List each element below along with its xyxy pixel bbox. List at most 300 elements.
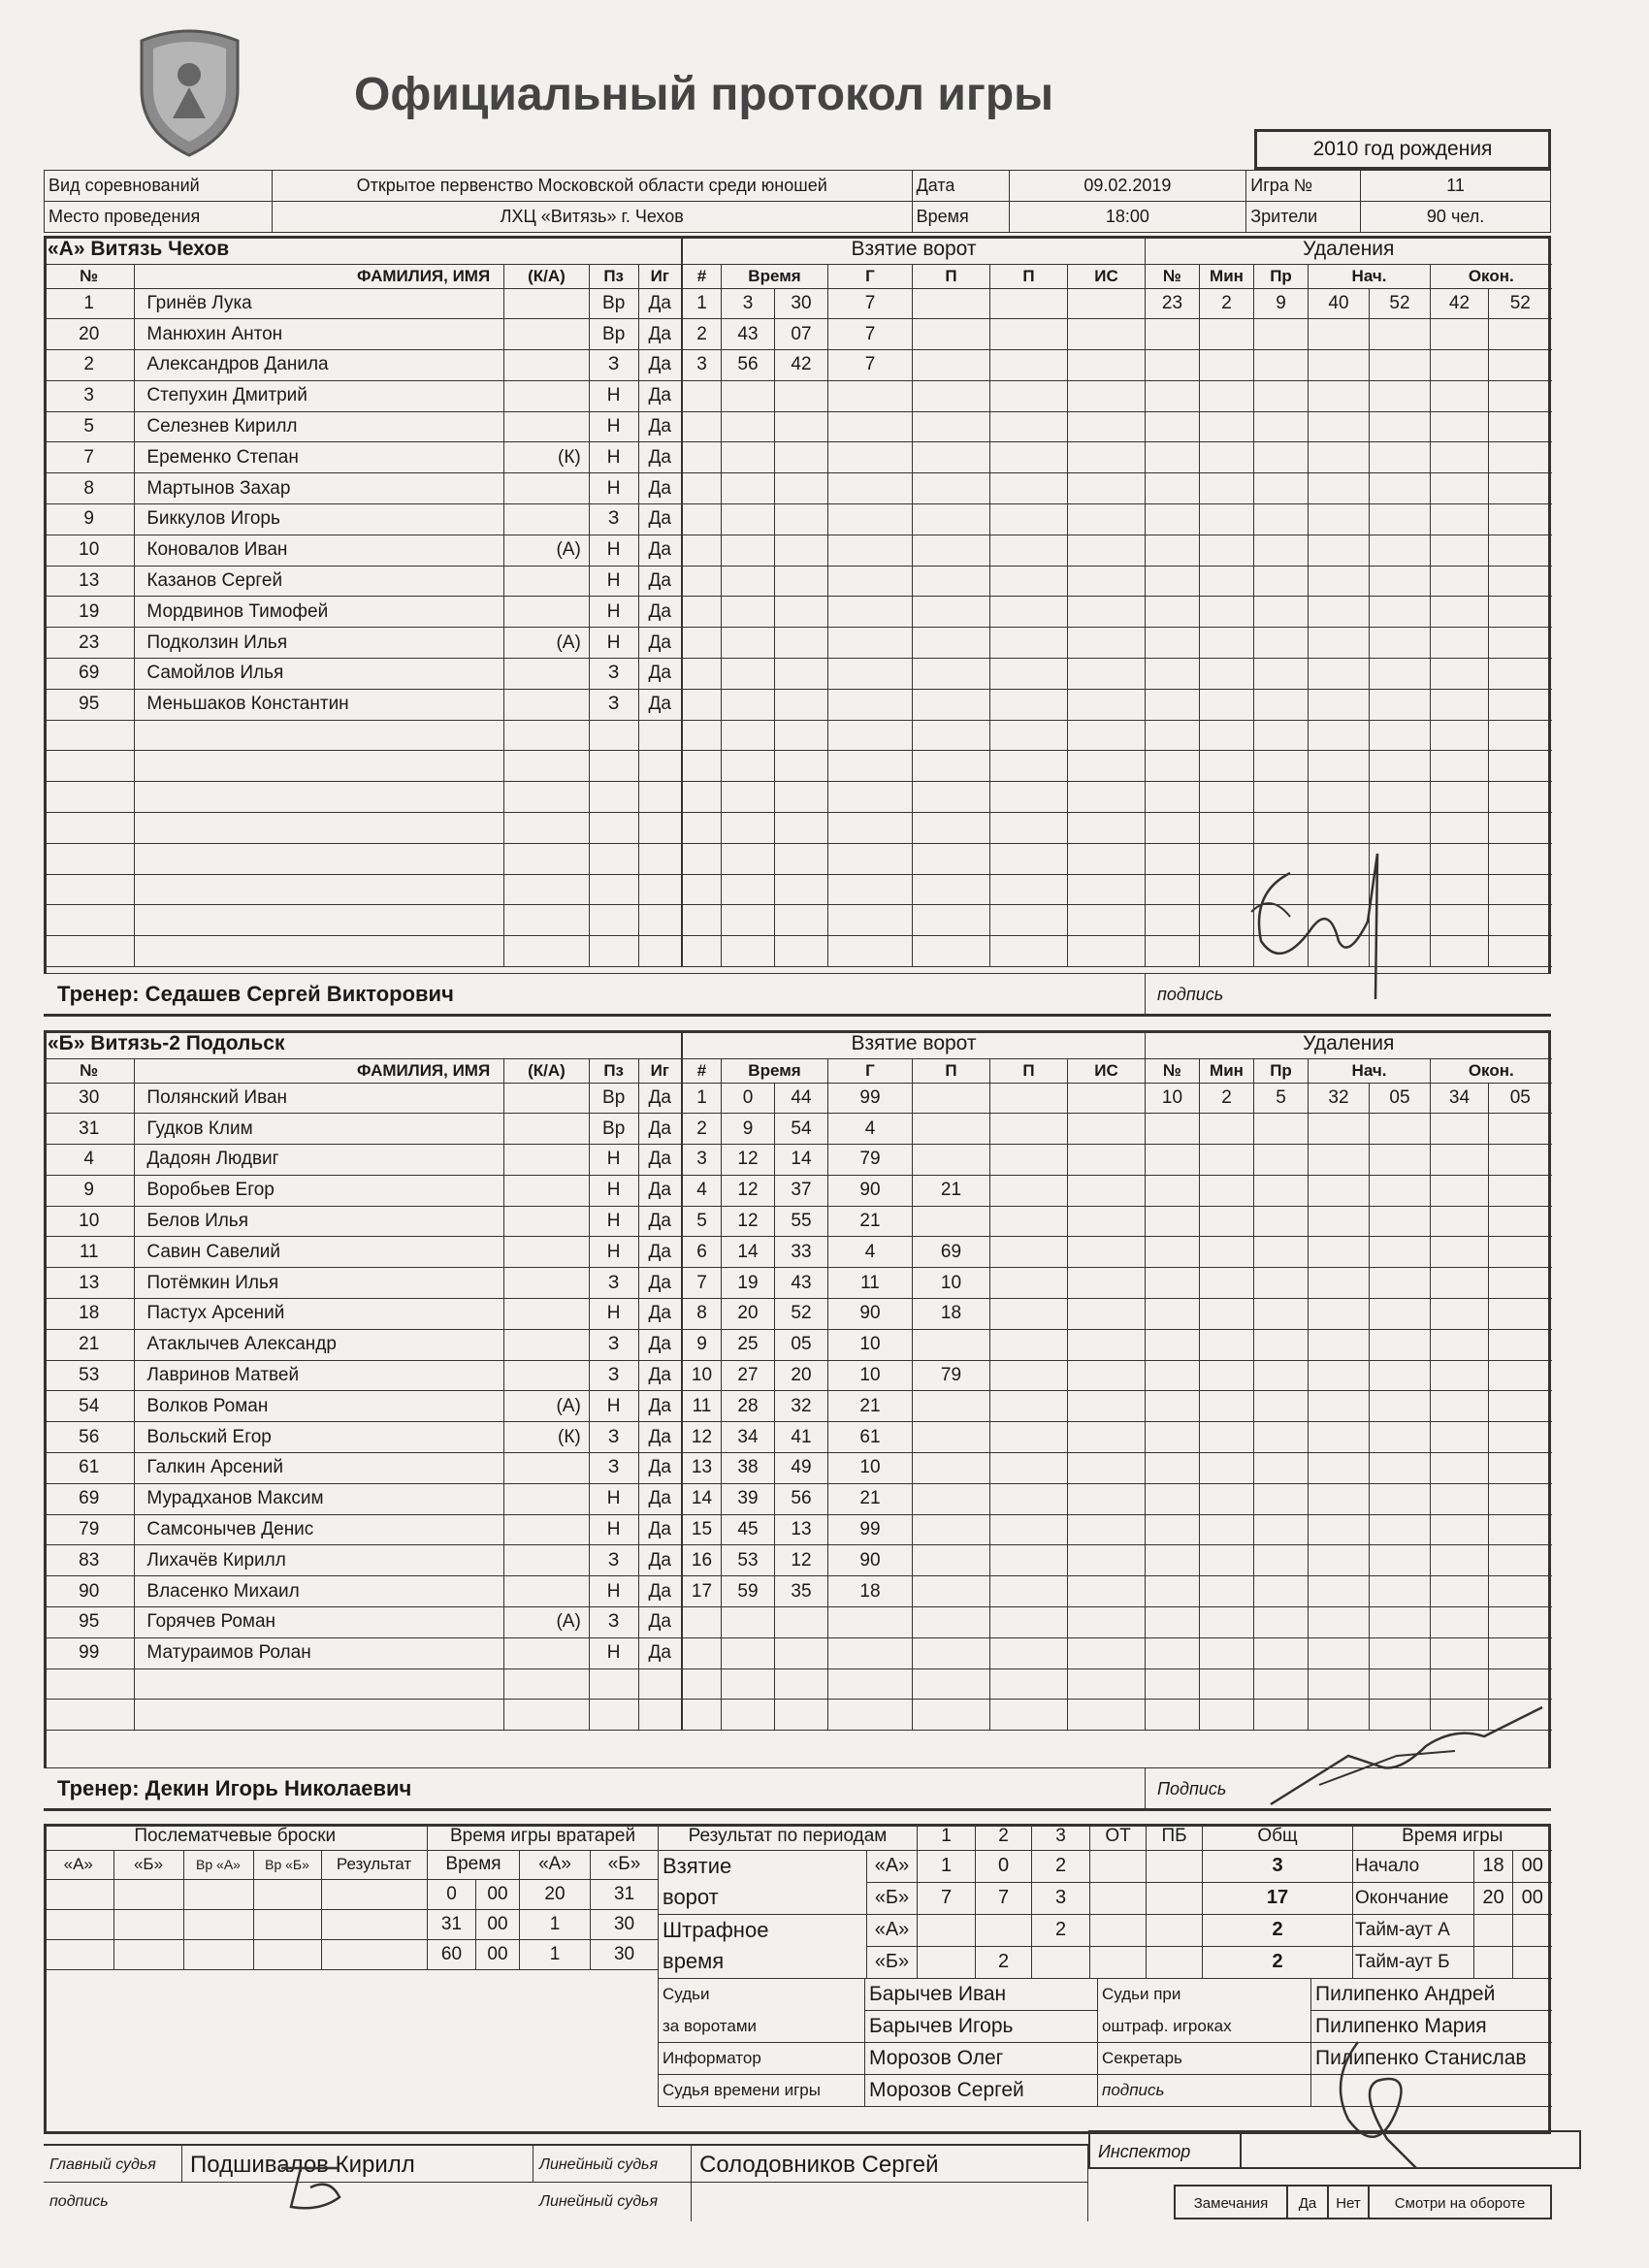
main-judge-name: Подшивалов Кирилл: [181, 2144, 534, 2183]
team-b-goal-scorer: 10: [828, 1329, 913, 1360]
team-a-goal-assist-1: [913, 782, 990, 813]
team-b-goal-number: 5: [683, 1206, 722, 1237]
team-a-player-number: 19: [44, 597, 135, 628]
team-a-penalty-minutes: [1200, 751, 1254, 782]
team-a-penalty-player: [1146, 504, 1200, 535]
team-b-penalty-player: [1146, 1607, 1200, 1638]
team-b-goal-situation: [1068, 1237, 1146, 1268]
team-b-goal-assist-1: [913, 1483, 990, 1514]
team-a-player-name: Биккулов Игорь: [135, 504, 504, 535]
team-b-penalty-end-min: [1431, 1453, 1489, 1484]
team-b-player-number: 21: [44, 1329, 135, 1360]
shootout-col-4: Результат: [321, 1850, 427, 1879]
team-a-goal-row: [683, 751, 1146, 782]
team-b-goal-scorer: 21: [828, 1206, 913, 1237]
team-b-player-role: [504, 1145, 590, 1176]
team-a-goal-scorer: [828, 689, 913, 720]
team-a-player-position: Н: [589, 411, 638, 442]
team-a-penalty-minutes: 2: [1200, 288, 1254, 319]
team-b-penalty-start-sec: [1370, 1299, 1431, 1330]
team-a-player-row: [44, 689, 682, 720]
team-a-penalty-start-min: [1309, 535, 1370, 566]
team-a-penalty-row: [1146, 319, 1552, 350]
team-a-goal-row: [683, 473, 1146, 504]
team-b-goals-col-p2: П: [990, 1058, 1068, 1083]
team-a-penalty-end-min: [1431, 350, 1489, 381]
team-b-penalty-end-sec: [1489, 1422, 1552, 1453]
periods-team: «А»: [867, 1850, 918, 1882]
team-a-goal-second: [775, 843, 828, 874]
team-b-player-row: [44, 1299, 682, 1330]
team-a-penalty-end-sec: [1489, 874, 1552, 905]
team-b-col-played: Иг: [638, 1058, 681, 1083]
team-b-player-position: [589, 1700, 638, 1731]
team-b-player-role: [504, 1360, 590, 1391]
team-b-penalty-minutes: [1200, 1607, 1254, 1638]
team-a-player-number: 95: [44, 689, 135, 720]
team-a-player-row: [44, 874, 682, 905]
periods-row-label: Взятие: [659, 1850, 867, 1882]
team-b-player-row: [44, 1669, 682, 1700]
team-b-goal-row: [683, 1576, 1146, 1607]
team-b-penalty-minutes: [1200, 1545, 1254, 1576]
team-a-penalty-start-sec: [1370, 319, 1431, 350]
team-b-penalty-start-min: [1309, 1514, 1370, 1545]
team-a-penalty-reason: [1254, 411, 1309, 442]
team-a-goal-minute: [722, 689, 775, 720]
team-a-goal-row: [683, 659, 1146, 690]
team-a-goal-number: [683, 782, 722, 813]
team-a-penalty-start-sec: [1370, 473, 1431, 504]
team-a-player-name: Мартынов Захар: [135, 473, 504, 504]
team-b-penalty-reason: [1254, 1483, 1309, 1514]
team-b-penalty-end-min: 34: [1431, 1083, 1489, 1114]
team-a-penalty-end-min: [1431, 751, 1489, 782]
team-b-penalty-row: [1146, 1206, 1552, 1237]
team-b-player-row: [44, 1607, 682, 1638]
team-b-pen-col-pr: Пр: [1254, 1058, 1309, 1083]
team-a-player-position: З: [589, 350, 638, 381]
team-a-goal-minute: [722, 380, 775, 411]
team-b-penalty-start-min: [1309, 1637, 1370, 1669]
team-b-penalty-start-min: [1309, 1299, 1370, 1330]
team-a-penalty-start-min: [1309, 504, 1370, 535]
team-b-penalty-reason: [1254, 1391, 1309, 1422]
team-a-player-role: [504, 874, 590, 905]
team-a-goal-assist-2: [990, 380, 1068, 411]
team-b-player-role: [504, 1669, 590, 1700]
team-a-penalty-reason: [1254, 659, 1309, 690]
team-b-goal-assist-2: [990, 1545, 1068, 1576]
team-b-player-position: Н: [589, 1514, 638, 1545]
team-b-penalty-reason: [1254, 1607, 1309, 1638]
team-b-goal-situation: [1068, 1391, 1146, 1422]
team-a-penalty-start-min: [1309, 350, 1370, 381]
goalie-time-col-time: Время: [428, 1850, 520, 1879]
team-a-player-name: [135, 905, 504, 936]
team-b-player-position: Вр: [589, 1083, 638, 1114]
team-a-goal-minute: [722, 628, 775, 659]
team-b-roster-table: [44, 1030, 682, 1731]
team-b-goal-assist-1: 69: [913, 1237, 990, 1268]
team-a-penalty-reason: [1254, 720, 1309, 751]
team-a-player-role: [504, 473, 590, 504]
team-a-penalty-start-min: [1309, 380, 1370, 411]
team-b-player-role: [504, 1114, 590, 1145]
team-a-player-number: [44, 936, 135, 967]
team-a-goal-number: [683, 843, 722, 874]
team-b-player-row: [44, 1483, 682, 1514]
team-a-penalty-player: [1146, 566, 1200, 597]
team-b-player-position: З: [589, 1329, 638, 1360]
team-a-goal-assist-1: [913, 813, 990, 844]
team-a-penalty-end-min: 42: [1431, 288, 1489, 319]
team-b-penalty-reason: [1254, 1329, 1309, 1360]
team-a-player-name: [135, 874, 504, 905]
team-a-player-played: Да: [638, 319, 681, 350]
team-b-goal-minute: 39: [722, 1483, 775, 1514]
team-a-goal-minute: [722, 442, 775, 473]
team-a-goal-number: [683, 905, 722, 936]
team-b-goal-assist-2: [990, 1391, 1068, 1422]
team-b-player-played: [638, 1669, 681, 1700]
team-a-penalty-start-sec: [1370, 380, 1431, 411]
team-b-penalty-minutes: 2: [1200, 1083, 1254, 1114]
team-a-goal-second: [775, 689, 828, 720]
team-b-penalty-start-min: [1309, 1360, 1370, 1391]
shootout-cell: [321, 1879, 427, 1909]
team-b-penalty-player: [1146, 1391, 1200, 1422]
team-a-goal-assist-1: [913, 473, 990, 504]
team-a-player-row: [44, 936, 682, 967]
team-a-goal-number: [683, 813, 722, 844]
team-b-player-number: 30: [44, 1083, 135, 1114]
team-b-penalty-start-min: [1309, 1237, 1370, 1268]
team-a-penalty-player: [1146, 628, 1200, 659]
team-b-player-played: Да: [638, 1329, 681, 1360]
team-a-goal-minute: [722, 473, 775, 504]
team-b-penalty-minutes: [1200, 1453, 1254, 1484]
team-b-goal-minute: 19: [722, 1268, 775, 1299]
team-a-goal-second: [775, 442, 828, 473]
periods-col-5: Общ: [1203, 1824, 1353, 1850]
team-a-goal-second: [775, 473, 828, 504]
team-a-goal-assist-2: [990, 319, 1068, 350]
team-b-penalty-end-sec: [1489, 1206, 1552, 1237]
shootout-cell: [253, 1939, 321, 1969]
team-b-goal-second: 43: [775, 1268, 828, 1299]
team-b-goal-second: 33: [775, 1237, 828, 1268]
team-a-player-row: [44, 566, 682, 597]
team-b-penalty-start-sec: [1370, 1453, 1431, 1484]
spectators-value: 90 чел.: [1361, 202, 1551, 233]
goalie-time-a: 20: [520, 1879, 591, 1909]
team-b-penalty-end-min: [1431, 1206, 1489, 1237]
team-b-player-played: Да: [638, 1237, 681, 1268]
shootout-col-1: «Б»: [113, 1850, 183, 1879]
team-a-goal-second: 42: [775, 350, 828, 381]
team-a-penalty-row: [1146, 473, 1552, 504]
team-b-goal-assist-1: [913, 1391, 990, 1422]
team-a-penalty-reason: [1254, 782, 1309, 813]
team-a-goal-second: [775, 936, 828, 967]
team-b-goal-assist-1: [913, 1700, 990, 1731]
team-b-penalty-end-sec: [1489, 1329, 1552, 1360]
shootout-cell: [44, 1909, 113, 1939]
team-b-player-number: 13: [44, 1268, 135, 1299]
team-a-penalty-end-sec: [1489, 659, 1552, 690]
team-a-goal-situation: [1068, 843, 1146, 874]
team-a-pen-col-start: Нач.: [1309, 264, 1431, 288]
team-a-player-played: [638, 720, 681, 751]
team-a-penalty-minutes: [1200, 782, 1254, 813]
team-b-penalty-minutes: [1200, 1145, 1254, 1176]
team-a-player-name: Селезнев Кирилл: [135, 411, 504, 442]
team-a-player-played: Да: [638, 442, 681, 473]
team-a-penalty-end-sec: [1489, 411, 1552, 442]
team-b-player-row: [44, 1360, 682, 1391]
team-a-penalty-player: [1146, 350, 1200, 381]
team-b-penalty-end-min: [1431, 1268, 1489, 1299]
goalie-time-second: 00: [476, 1879, 520, 1909]
team-b-goal-row: [683, 1483, 1146, 1514]
team-a-player-position: [589, 843, 638, 874]
team-a-player-role: [504, 659, 590, 690]
team-b-goal-number: 4: [683, 1175, 722, 1206]
team-b-player-number: 10: [44, 1206, 135, 1237]
team-b-penalty-end-sec: [1489, 1637, 1552, 1669]
team-b-goal-number: 6: [683, 1237, 722, 1268]
team-b-goal-number: [683, 1637, 722, 1669]
team-a-player-number: 7: [44, 442, 135, 473]
team-b-goal-minute: 45: [722, 1514, 775, 1545]
team-a-player-name: Александров Данила: [135, 350, 504, 381]
team-a-penalty-start-min: [1309, 659, 1370, 690]
team-a-goal-scorer: [828, 720, 913, 751]
team-b-goal-situation: [1068, 1360, 1146, 1391]
team-a-goal-situation: [1068, 380, 1146, 411]
team-b-goal-minute: 9: [722, 1114, 775, 1145]
periods-col-3: ОТ: [1090, 1824, 1147, 1850]
team-b-penalty-row: [1146, 1329, 1552, 1360]
game-time-start-minute: 00: [1513, 1850, 1552, 1882]
team-b-player-name: Власенко Михаил: [135, 1576, 504, 1607]
team-b-goal-situation: [1068, 1083, 1146, 1114]
team-a-goal-scorer: [828, 628, 913, 659]
team-a-penalty-start-min: [1309, 442, 1370, 473]
team-b-penalty-end-min: [1431, 1483, 1489, 1514]
team-b-penalty-start-sec: [1370, 1576, 1431, 1607]
periods-pen-b-value: [1090, 1946, 1147, 1978]
team-b-goal-second: 49: [775, 1453, 828, 1484]
team-b-goal-assist-1: [913, 1453, 990, 1484]
team-a-penalty-end-sec: [1489, 597, 1552, 628]
team-a-penalty-player: [1146, 782, 1200, 813]
team-a-goal-second: [775, 720, 828, 751]
team-b-player-role: [504, 1545, 590, 1576]
team-b-goal-assist-2: [990, 1299, 1068, 1330]
team-a-goal-assist-1: [913, 689, 990, 720]
team-a-pen-col-end: Окон.: [1431, 264, 1552, 288]
team-b-player-position: З: [589, 1268, 638, 1299]
team-a-goal-row: [683, 689, 1146, 720]
team-a-player-number: [44, 843, 135, 874]
team-a-player-played: Да: [638, 597, 681, 628]
team-b-goal-assist-2: [990, 1237, 1068, 1268]
team-b-player-role: (К): [504, 1422, 590, 1453]
team-a-penalty-row: [1146, 380, 1552, 411]
team-a-player-position: [589, 905, 638, 936]
periods-goals-a-value: [1147, 1850, 1203, 1882]
game-time-end-minute: 00: [1513, 1882, 1552, 1914]
team-a-penalty-end-sec: [1489, 442, 1552, 473]
team-b-penalty-end-min: [1431, 1669, 1489, 1700]
team-b-goal-number: 11: [683, 1391, 722, 1422]
team-a-penalty-start-sec: [1370, 720, 1431, 751]
team-a-player-role: [504, 319, 590, 350]
team-a-player-position: [589, 874, 638, 905]
shootout-col-0: «А»: [44, 1850, 113, 1879]
team-b-player-number: 53: [44, 1360, 135, 1391]
team-a-penalty-minutes: [1200, 597, 1254, 628]
team-a-player-played: Да: [638, 689, 681, 720]
team-a-goal-assist-1: [913, 535, 990, 566]
shootout-cell: [44, 1879, 113, 1909]
goalie-time-table: [427, 1824, 659, 1970]
team-a-goal-minute: [722, 597, 775, 628]
team-a-player-row: [44, 720, 682, 751]
game-time-timeout-b-hour: [1474, 1946, 1513, 1978]
team-a-player-played: Да: [638, 504, 681, 535]
team-a-goal-assist-2: [990, 874, 1068, 905]
team-b-goal-row: [683, 1700, 1146, 1731]
team-a-coach-signature-label: подпись: [1145, 973, 1551, 1014]
team-b-penalty-minutes: [1200, 1391, 1254, 1422]
team-a-player-row: [44, 535, 682, 566]
team-b-penalty-start-min: [1309, 1669, 1370, 1700]
team-a-goal-number: [683, 628, 722, 659]
goalie-time-minute: 31: [428, 1909, 476, 1939]
team-a-goal-row: [683, 288, 1146, 319]
team-b-goal-assist-2: [990, 1268, 1068, 1299]
team-b-player-number: 83: [44, 1545, 135, 1576]
team-a-player-played: Да: [638, 659, 681, 690]
team-b-penalties-table: [1145, 1030, 1552, 1731]
team-a-player-name: [135, 843, 504, 874]
periods-goals-b-value: [1147, 1882, 1203, 1914]
team-a-goal-assist-1: [913, 288, 990, 319]
team-a-goal-second: [775, 628, 828, 659]
team-b-player-name: Полянский Иван: [135, 1083, 504, 1114]
periods-col-4: ПБ: [1147, 1824, 1203, 1850]
team-a-player-position: Н: [589, 535, 638, 566]
team-b-col-name: ФАМИЛИЯ, ИМЯ: [135, 1058, 504, 1083]
team-a-goal-assist-1: [913, 442, 990, 473]
team-a-penalty-row: [1146, 597, 1552, 628]
team-a-goal-second: [775, 813, 828, 844]
team-b-player-played: Да: [638, 1514, 681, 1545]
team-a-player-role: [504, 411, 590, 442]
team-b-player-name: Вольский Егор: [135, 1422, 504, 1453]
team-a-penalty-row: [1146, 411, 1552, 442]
team-a-penalty-reason: [1254, 473, 1309, 504]
team-b-goal-row: [683, 1422, 1146, 1453]
team-b-penalty-end-sec: [1489, 1607, 1552, 1638]
team-a-player-role: [504, 782, 590, 813]
team-b-penalty-row: [1146, 1268, 1552, 1299]
team-a-goal-assist-2: [990, 597, 1068, 628]
team-b-player-role: [504, 1329, 590, 1360]
team-a-col-ka: (К/А): [504, 264, 590, 288]
team-b-goal-scorer: [828, 1607, 913, 1638]
team-b-penalty-reason: [1254, 1545, 1309, 1576]
team-b-penalty-reason: [1254, 1206, 1309, 1237]
team-a-player-role: [504, 813, 590, 844]
team-b-goal-assist-2: [990, 1329, 1068, 1360]
team-a-player-position: Н: [589, 442, 638, 473]
team-a-goal-assist-2: [990, 936, 1068, 967]
team-b-goal-minute: 53: [722, 1545, 775, 1576]
team-a-player-row: [44, 442, 682, 473]
team-a-penalty-reason: [1254, 350, 1309, 381]
team-b-player-position: З: [589, 1607, 638, 1638]
game-info-table: [44, 170, 1551, 233]
team-b-goal-assist-1: [913, 1145, 990, 1176]
team-a-goal-row: [683, 628, 1146, 659]
team-b-player-number: 95: [44, 1607, 135, 1638]
team-a-penalty-player: [1146, 689, 1200, 720]
game-time-timeout-b-label: Тайм-аут Б: [1353, 1946, 1474, 1978]
team-b-penalty-end-min: [1431, 1299, 1489, 1330]
team-b-player-row: [44, 1145, 682, 1176]
team-b-player-played: Да: [638, 1268, 681, 1299]
team-b-goal-number: 13: [683, 1453, 722, 1484]
team-b-goal-assist-2: [990, 1206, 1068, 1237]
periods-row-label: время: [659, 1946, 867, 1978]
team-b-penalty-start-min: [1309, 1145, 1370, 1176]
team-a-goal-number: [683, 566, 722, 597]
team-a-goal-assist-2: [990, 442, 1068, 473]
team-a-goal-scorer: [828, 442, 913, 473]
team-b-penalty-end-sec: [1489, 1175, 1552, 1206]
team-b-penalty-end-sec: [1489, 1391, 1552, 1422]
team-a-player-row: [44, 782, 682, 813]
team-a-goal-situation: [1068, 782, 1146, 813]
team-a-player-role: (К): [504, 442, 590, 473]
team-b-goal-situation: [1068, 1576, 1146, 1607]
team-a-goal-row: [683, 813, 1146, 844]
team-a-goal-minute: [722, 813, 775, 844]
team-b-player-number: 69: [44, 1483, 135, 1514]
page-title: Официальный протокол игры: [354, 69, 1054, 120]
team-b-goal-scorer: 99: [828, 1083, 913, 1114]
team-b-player-row: [44, 1576, 682, 1607]
team-b-goal-number: 9: [683, 1329, 722, 1360]
team-a-penalty-end-sec: [1489, 380, 1552, 411]
team-b-penalty-start-min: [1309, 1483, 1370, 1514]
team-a-goals-col-time: Время: [722, 264, 828, 288]
periods-goals-a-value: 2: [1032, 1850, 1090, 1882]
team-b-player-role: (А): [504, 1607, 590, 1638]
team-a-goal-situation: [1068, 442, 1146, 473]
team-b-player-played: Да: [638, 1391, 681, 1422]
game-time-timeout-a-minute: [1513, 1914, 1552, 1946]
team-a-player-role: [504, 288, 590, 319]
team-b-penalty-row: [1146, 1576, 1552, 1607]
team-a-penalty-reason: [1254, 628, 1309, 659]
team-b-goal-scorer: 4: [828, 1237, 913, 1268]
team-b-goal-scorer: 10: [828, 1360, 913, 1391]
